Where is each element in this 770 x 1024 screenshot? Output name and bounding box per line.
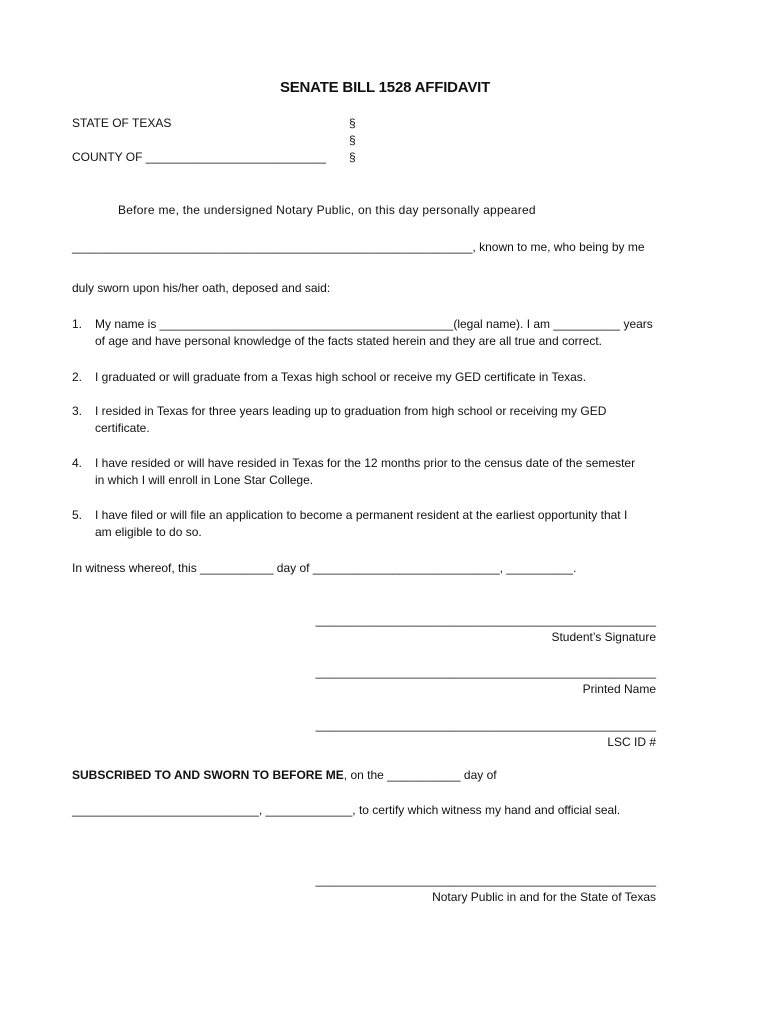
intro-text: Before me, the undersigned Notary Public, on this day personally appeared xyxy=(118,203,536,217)
witness-line: In witness whereof, this ___________ day of ____________________________, __________. xyxy=(72,561,577,575)
page-title: SENATE BILL 1528 AFFIDAVIT xyxy=(279,79,491,96)
item-1-line-2: of age and have personal knowledge of the facts stated herein and they are all true and correct. xyxy=(95,334,602,348)
item-number: 5. xyxy=(72,508,83,522)
item-2-line-1: I graduated or will graduate from a Texas high school or receive my GED certificate in Texas. xyxy=(95,370,587,384)
item-5-line-1: I have filed or will file an application to become a permanent resident at the earliest opportunity that I xyxy=(95,508,628,522)
item-number: 2. xyxy=(72,370,83,384)
item-number: 3. xyxy=(72,404,83,418)
signature-line: ___________________________________________________ xyxy=(315,873,656,887)
item-number: 1. xyxy=(72,317,83,331)
item-number: 4. xyxy=(72,456,83,470)
certify-line: ____________________________, _____________, to certify which witness my hand and official seal. xyxy=(72,803,621,817)
appeared-line: ____________________________________________________________, known to me, who being by me xyxy=(72,240,645,254)
subscribed-rest: , on the ___________ day of xyxy=(343,768,497,782)
sworn-text: duly sworn upon his/her oath, deposed and said: xyxy=(72,281,331,295)
section-symbol: § xyxy=(349,150,356,164)
item-5-line-2: am eligible to do so. xyxy=(95,525,202,539)
signature-line: ___________________________________________________ xyxy=(315,613,656,627)
county-label: COUNTY OF ___________________________ xyxy=(72,150,326,164)
section-symbol: § xyxy=(349,133,356,147)
item-3-line-2: certificate. xyxy=(95,421,150,435)
lsc-id-label: LSC ID # xyxy=(607,735,656,749)
signature-line: ___________________________________________________ xyxy=(315,665,656,679)
signature-line: ___________________________________________________ xyxy=(315,718,656,732)
printed-name-label: Printed Name xyxy=(582,682,656,696)
item-4-line-1: I have resided or will have resided in Texas for the 12 months prior to the census date of the semester xyxy=(95,456,636,470)
student-signature-label: Student’s Signature xyxy=(551,630,656,644)
item-3-line-1: I resided in Texas for three years leading up to graduation from high school or receiving my GED xyxy=(95,404,607,418)
subscribed-bold: SUBSCRIBED TO AND SWORN TO BEFORE ME xyxy=(72,768,344,782)
subscribed-line xyxy=(72,767,497,783)
item-1-line-1: My name is ____________________________________________(legal name). I am __________ years xyxy=(95,317,653,331)
notary-label: Notary Public in and for the State of Texas xyxy=(432,890,656,904)
section-symbol: § xyxy=(349,116,356,130)
state-label: STATE OF TEXAS xyxy=(72,116,172,130)
item-4-line-2: in which I will enroll in Lone Star College. xyxy=(95,473,314,487)
